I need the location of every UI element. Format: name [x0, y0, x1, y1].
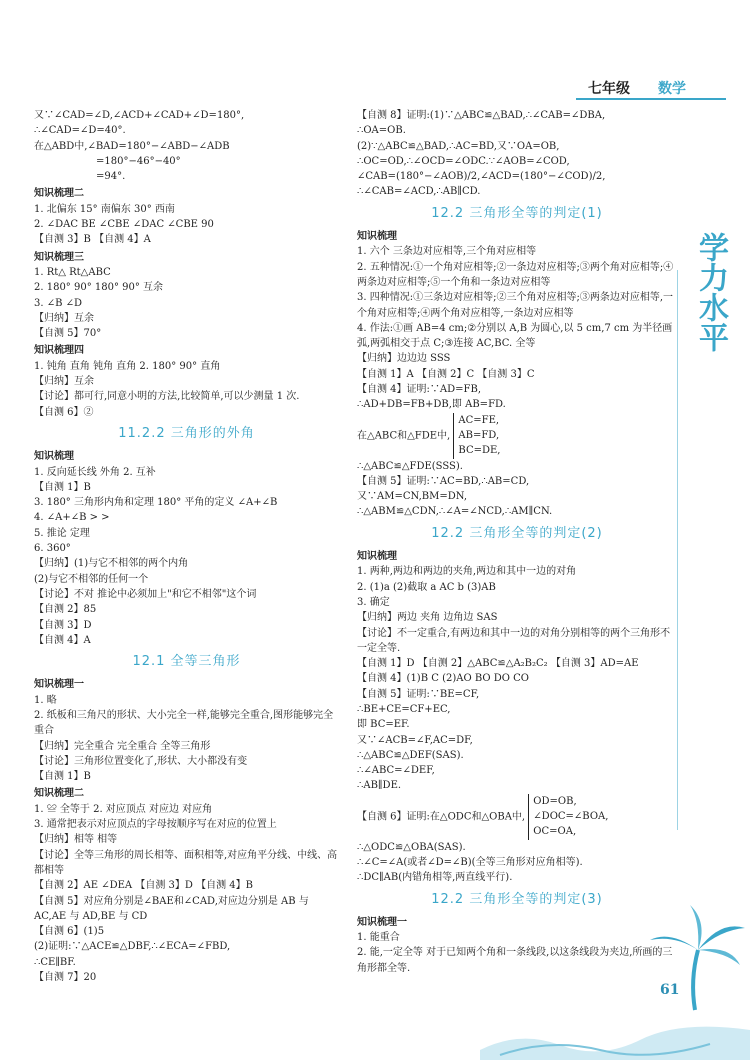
text-line: 在△ABD中,∠BAD=180°−∠ABD−∠ADB [34, 140, 230, 152]
brace-item: AB=FD, [458, 429, 500, 441]
text-line: 【归纳】(1)与它不相邻的两个内角 [34, 558, 189, 570]
text-line: 1. 六个 三条边对应相等,三个角对应相等 [357, 246, 537, 258]
brace-item: ∠DOC=∠BOA, [533, 811, 609, 823]
text-line: 【讨论】都可行,同意小明的方法,比较简单,可以少测量 1 次. [34, 391, 300, 403]
text-line: 【自测 1】D 【自测 2】△ABC≌△A₂B₂C₂ 【自测 3】AD=AE [357, 658, 639, 670]
text-line: 【自测 6】② [34, 406, 94, 418]
text-line: ∴OC=OD,∴∠OCD=∠ODC.∵∠AOB=∠COD, [357, 155, 570, 167]
text-line: 【归纳】互余 [34, 312, 94, 324]
brace-item: OD=OB, [533, 795, 577, 807]
section-title: 12.1 全等三角形 [132, 654, 241, 670]
brace-item: BC=DE, [458, 445, 501, 457]
grade-label: 七年级 [588, 81, 630, 97]
text-line: 【归纳】完全重合 完全重合 全等三角形 [34, 740, 211, 752]
text-line: ∴△ABM≌△CDN,∴∠A=∠NCD,∴AM∥CN. [357, 506, 553, 518]
text-line: ∴AD+DB=FB+DB,即 AB=FD. [357, 399, 506, 411]
text-line: ∴DC∥AB(内错角相等,两直线平行). [357, 872, 513, 884]
brace-lead: 【自测 6】证明:在△ODC和△OBA中, [357, 811, 526, 823]
text-line: 又∵∠ACB=∠F,AC=DF, [357, 734, 473, 746]
text-line: 【讨论】不一定重合,有两边和其中一边的对角分别相等的两个三角形不一定全等. [357, 627, 671, 654]
text-line: 【自测 2】85 [34, 604, 97, 616]
text-line: 1. 两种,两边和两边的夹角,两边和其中一边的对角 [357, 566, 577, 578]
text-line: 【自测 1】A 【自测 2】C 【自测 3】C [357, 368, 535, 380]
section-heading: 知识梳理二 [34, 188, 84, 200]
text-line: 1. ≌ 全等于 2. 对应顶点 对应边 对应角 [34, 803, 213, 815]
text-line: 1. 能重合 [357, 932, 400, 944]
text-line: ∴∠CAD=∠D=40°. [34, 125, 126, 137]
brace-group [528, 794, 608, 840]
text-line: 【自测 4】(1)B C (2)AO BO DO CO [357, 673, 529, 685]
text-line: 1. 反向延长线 外角 2. 互补 [34, 466, 156, 478]
text-line [357, 413, 677, 459]
section-title: 11.2.2 三角形的外角 [118, 425, 255, 441]
text-line: 【自测 8】证明:(1)∵△ABC≌△BAD,∴∠CAB=∠DBA, [357, 110, 606, 121]
right-column [357, 108, 677, 976]
text-line: 3. 通常把表示对应顶点的字母按顺序写在对应的位置上 [34, 819, 277, 831]
brace-group [453, 413, 500, 459]
text-line: ∴∠C=∠A(或者∠D=∠B)(全等三角形对应角相等). [357, 856, 583, 868]
text-line: ∴∠CAB=∠ACD,∴AB∥CD. [357, 186, 481, 198]
text-line: =180°−46°−40° [96, 155, 181, 167]
text-line: 1. Rt△ Rt△ABC [34, 266, 111, 278]
text-line: =94°. [96, 171, 126, 183]
text-line: 又∵AM=CN,BM=DN, [357, 491, 468, 503]
text-line: 2. 能,一定全等 对于已知两个角和一条线段,以这条线段为夹边,所画的三角形都全等. [357, 947, 673, 974]
text-line: 5. 推论 定理 [34, 527, 90, 539]
page-header [540, 70, 750, 104]
text-line: 1. 北偏东 15° 南偏东 30° 西南 [34, 203, 175, 215]
text-line: 【自测 1】B [34, 481, 91, 493]
text-line: 【讨论】三角形位置变化了,形状、大小都没有变 [34, 755, 248, 767]
text-line: 【自测 5】70° [34, 328, 102, 340]
text-line: 【归纳】互余 [34, 376, 94, 388]
text-line: ∠CAB=(180°−∠AOB)/2,∠ACD=(180°−∠COD)/2, [357, 171, 606, 183]
text-line: 1. 略 [34, 694, 57, 706]
text-line: 【自测 3】B 【自测 4】A [34, 234, 151, 246]
text-line: ∴CE∥BF. [34, 956, 76, 968]
text-line: 【自测 6】(1)5 [34, 926, 105, 938]
text-line: ∴△ABC≌△DEF(SAS). [357, 749, 464, 761]
text-line: 【归纳】相等 相等 [34, 834, 118, 846]
text-line: 【自测 1】B [34, 771, 91, 783]
text-line: 3. 180° 三角形内角和定理 180° 平角的定义 ∠A+∠B [34, 497, 278, 509]
text-line: ∴△ABC≌△FDE(SSS). [357, 460, 463, 472]
text-line: 【自测 3】D [34, 619, 92, 631]
text-line: 【自测 5】对应角分别是∠BAE和∠CAD,对应边分别是 AB 与 AC,AE 与 AD,BE 与 CD [34, 895, 309, 922]
text-line: (2)∵△ABC≌△BAD,∴AC=BD,又∵OA=OB, [357, 140, 560, 152]
text-line: ∴BE+CE=CF+EC, [357, 703, 451, 715]
page-number: 61 [660, 982, 680, 998]
text-line: 又∵∠CAD=∠D,∠ACD+∠CAD+∠D=180°, [34, 110, 245, 121]
text-line: 【讨论】全等三角形的周长相等、面积相等,对应角平分线、中线、高都相等 [34, 849, 338, 876]
text-line: 4. 作法:①画 AB=4 cm;②分别以 A,B 为圆心,以 5 cm,7 cm 为半径画弧,两弧相交于点 C;③连接 AC,BC. 全等 [357, 322, 673, 350]
section-title: 12.2 三角形全等的判定(1) [431, 205, 603, 221]
section-title: 12.2 三角形全等的判定(2) [431, 525, 603, 541]
brace-item: AC=FE, [458, 414, 500, 426]
section-heading: 知识梳理四 [34, 345, 84, 357]
section-heading: 知识梳理 [357, 231, 397, 243]
series-banner [688, 210, 732, 370]
text-line: 3. ∠B ∠D [34, 297, 83, 309]
text-line: 【自测 5】证明:∵AC=BD,∴AB=CD, [357, 475, 530, 487]
text-line: ∴OA=OB. [357, 125, 406, 137]
series-banner-text: 学力水平 [693, 232, 728, 352]
text-line: 2. 五种情况:①一个角对应相等;②一条边对应相等;③两个角对应相等;④两条边对应相等;⑤一个角和一条边对应相等 [357, 261, 674, 288]
text-line: ∴△ODC≌△OBA(SAS). [357, 841, 466, 853]
text-line: 3. 四种情况:①三条边对应相等;②三个角对应相等;③两条边对应相等,一个角对应相等;④两个角对应相等,一条边对应相等 [357, 292, 674, 319]
text-line: 2. (1)a (2)截取 a AC b (3)AB [357, 581, 496, 593]
margin-divider [677, 270, 678, 830]
text-line: (2)证明:∵△ACE≌△DBF,∴∠ECA=∠FBD, [34, 941, 231, 953]
text-line: 6. 360° [34, 543, 71, 555]
section-heading: 知识梳理三 [34, 251, 84, 263]
text-line: 1. 钝角 直角 钝角 直角 2. 180° 90° 直角 [34, 360, 221, 372]
text-line: 2. ∠DAC BE ∠CBE ∠DAC ∠CBE 90 [34, 219, 214, 231]
section-heading: 知识梳理一 [34, 679, 84, 691]
text-line: 【自测 7】20 [34, 972, 97, 984]
brace-item: OC=OA, [533, 826, 577, 838]
section-heading: 知识梳理二 [34, 788, 84, 800]
text-line: (2)与它不相邻的任何一个 [34, 573, 149, 585]
section-heading: 知识梳理 [357, 551, 397, 563]
text-line: 【归纳】两边 夹角 边角边 SAS [357, 612, 498, 624]
text-line: ∴AB∥DE. [357, 780, 402, 792]
subject-label: 数学 [658, 81, 686, 97]
brace-lead: 在△ABC和△FDE中, [357, 430, 451, 442]
section-heading: 知识梳理一 [357, 916, 407, 928]
text-line [357, 794, 677, 840]
text-line: 【自测 4】A [34, 634, 91, 646]
left-column [34, 108, 339, 985]
text-line: 4. ∠A+∠B > > [34, 512, 110, 524]
text-line: 【自测 4】证明:∵AD=FB, [357, 384, 481, 396]
text-line: 2. 180° 90° 180° 90° 互余 [34, 282, 164, 294]
section-title: 12.2 三角形全等的判定(3) [431, 891, 603, 907]
text-line: 即 BC=EF. [357, 719, 410, 731]
text-line: 【自测 5】证明:∵BE=CF, [357, 688, 480, 700]
text-line: ∴∠ABC=∠DEF, [357, 765, 435, 777]
text-line: 【归纳】边边边 SSS [357, 353, 451, 365]
text-line: 【讨论】不对 推论中必须加上"和它不相邻"这个词 [34, 588, 257, 600]
text-line: 3. 确定 [357, 596, 390, 608]
section-heading: 知识梳理 [34, 451, 74, 463]
palm-tree-icon [640, 900, 750, 1020]
text-line: 【自测 2】AE ∠DEA 【自测 3】D 【自测 4】B [34, 880, 253, 892]
text-line: 2. 纸板和三角尺的形状、大小完全一样,能够完全重合,图形能够完全重合 [34, 709, 334, 737]
